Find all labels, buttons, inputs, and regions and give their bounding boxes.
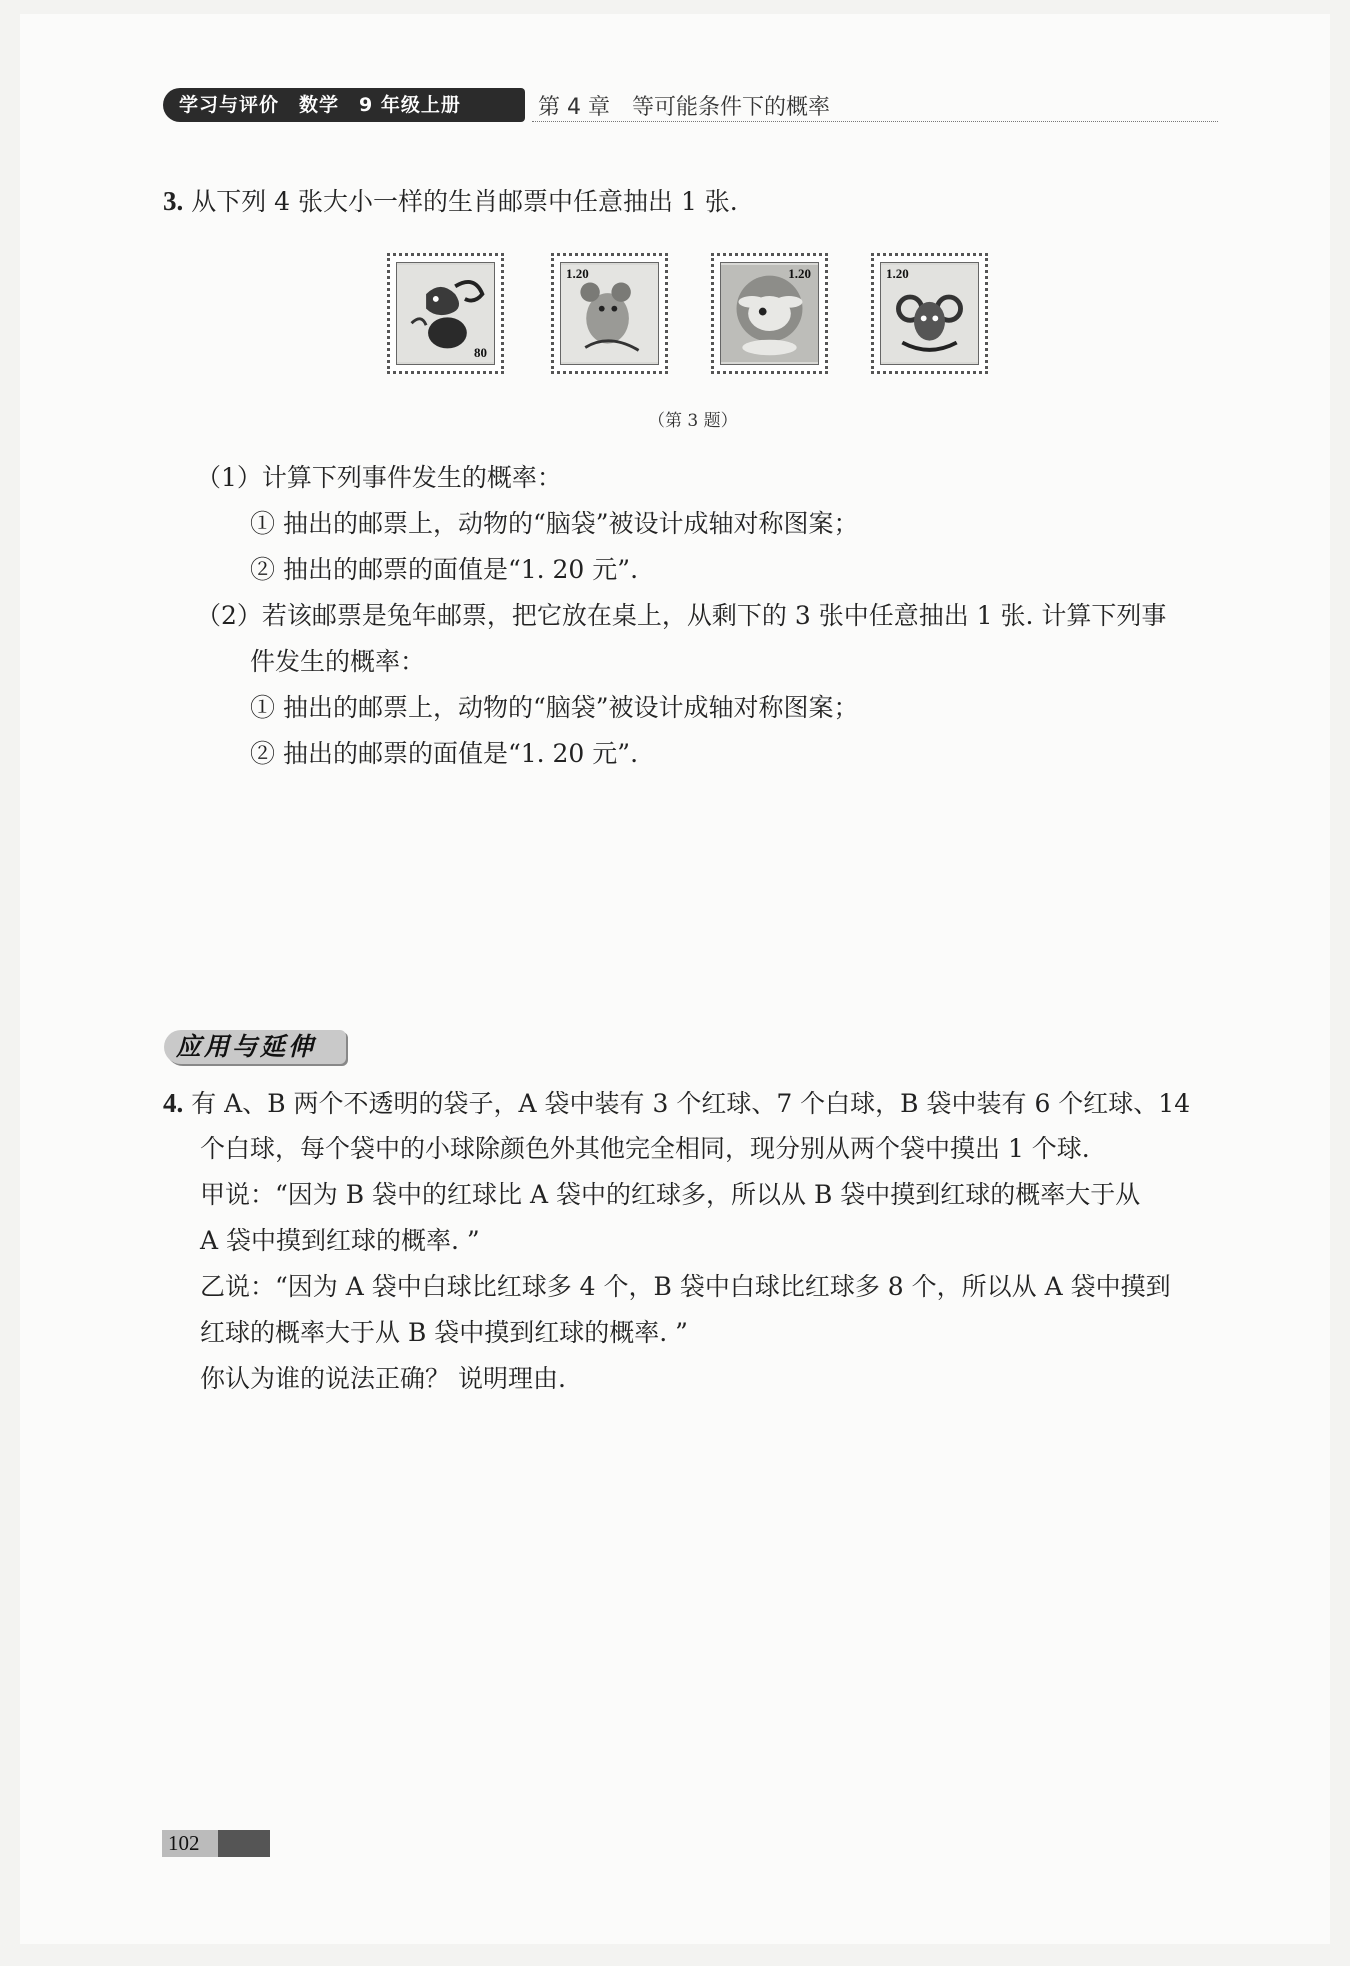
stamp-sheep-value: 1.20 — [886, 266, 909, 281]
header-grade: 9 年级上册 — [359, 94, 461, 116]
q4-line1-row — [163, 1080, 1190, 1127]
q3-part2-b: ② 抽出的邮票的面值是“1. 20 元”. — [250, 739, 639, 768]
q3-stem: 从下列 4 张大小一样的生肖邮票中任意抽出 1 张. — [191, 187, 738, 216]
header-book: 学习与评价 — [179, 94, 280, 116]
q3-part2-a: ① 抽出的邮票上，动物的“脑袋”被设计成轴对称图案； — [250, 693, 859, 722]
header-chapter — [538, 90, 830, 121]
q4-line6: 红球的概率大于从 B 袋中摸到红球的概率. ” — [200, 1318, 688, 1347]
q4-line4: A 袋中摸到红球的概率. ” — [200, 1226, 480, 1255]
q4-number: 4. — [163, 1088, 184, 1118]
q4-line7: 你认为谁的说法正确？ 说明理由. — [200, 1364, 566, 1393]
header-badge — [163, 88, 525, 122]
q3-part2-line2: 件发生的概率： — [250, 647, 426, 676]
header-subject: 数学 — [299, 94, 340, 116]
q3-stem-line — [163, 178, 738, 225]
chapter-title: 等可能条件下的概率 — [631, 95, 830, 120]
q4-line2: 个白球，每个袋中的小球除颜色外其他完全相同，现分别从两个袋中摸出 1 个球. — [200, 1134, 1090, 1163]
page — [20, 14, 1330, 1944]
figure-caption: （第 3 题） — [648, 411, 738, 431]
q3-part1-a: ① 抽出的邮票上，动物的“脑袋”被设计成轴对称图案； — [250, 509, 859, 538]
q3-part1-b: ② 抽出的邮票的面值是“1. 20 元”. — [250, 555, 639, 584]
stamp-rat-value: 1.20 — [566, 266, 589, 281]
stamp-rabbit — [711, 253, 828, 374]
stamp-sheep — [871, 253, 988, 374]
section-title: 应用与延伸 — [176, 1032, 317, 1061]
stamp-rabbit-value: 1.20 — [788, 266, 811, 281]
stamp-rooster-value: 80 — [474, 345, 487, 360]
q3-number: 3. — [163, 186, 184, 216]
q3-part2-line1: （2）若该邮票是兔年邮票，把它放在桌上，从剩下的 3 张中任意抽出 1 张. 计算下列事 — [196, 601, 1167, 630]
q4-line1: 有 A、B 两个不透明的袋子，A 袋中装有 3 个红球、7 个白球，B 袋中装有 6 个红球、14 — [191, 1089, 1191, 1118]
stamp-rooster — [387, 253, 504, 374]
stamp-rat — [551, 253, 668, 374]
page-number: 102 — [168, 1831, 200, 1855]
q4-line5: 乙说：“因为 A 袋中白球比红球多 4 个，B 袋中白球比红球多 8 个，所以从 A 袋中摸到 — [200, 1272, 1171, 1301]
header-rule — [532, 121, 1218, 122]
q4-line3: 甲说：“因为 B 袋中的红球比 A 袋中的红球多，所以从 B 袋中摸到红球的概率大于从 — [200, 1180, 1141, 1209]
chapter-number: 第 4 章 — [538, 95, 610, 120]
q3-part1: （1）计算下列事件发生的概率： — [196, 463, 562, 492]
